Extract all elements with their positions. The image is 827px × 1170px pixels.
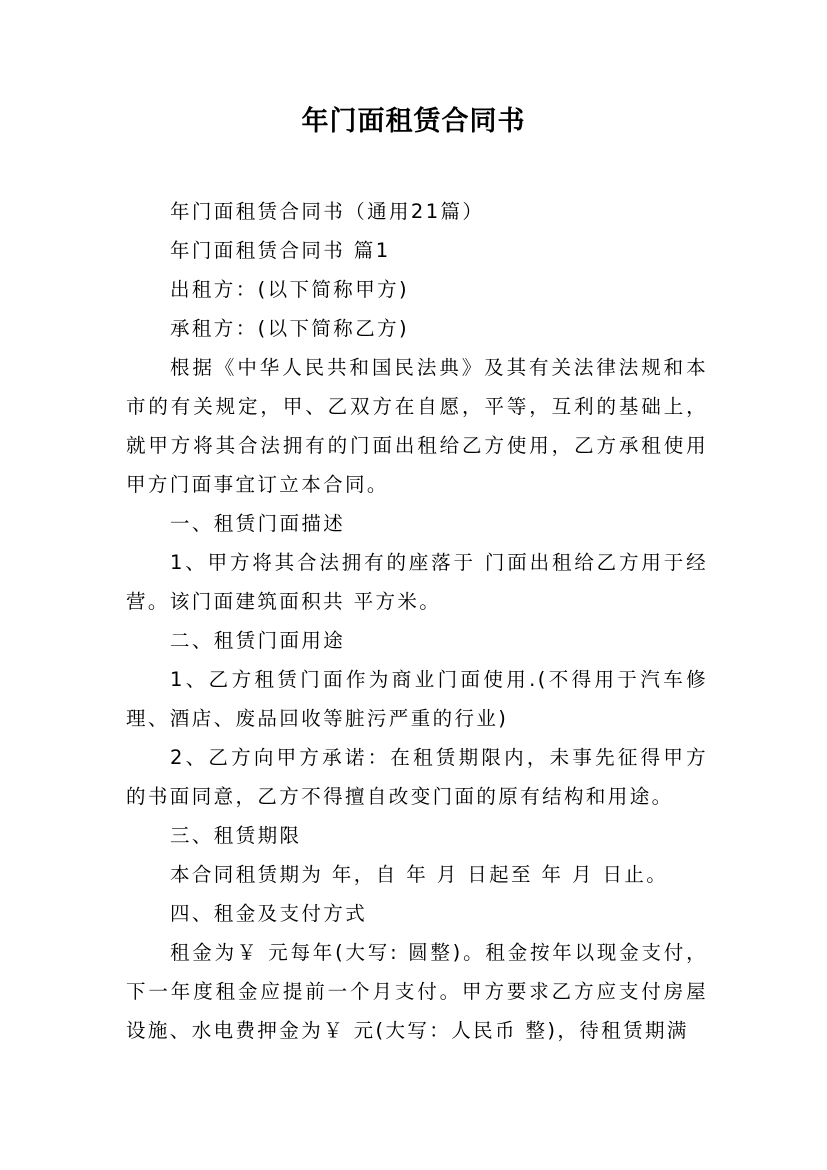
- paragraph-clause-1-1: 1、甲方将其合法拥有的座落于 门面出租给乙方用于经营。该门面建筑面积共 平方米。: [126, 551, 708, 613]
- section-heading-usage: 二、租赁门面用途: [170, 629, 346, 652]
- paragraph-clause-2-1: 1、乙方租赁门面作为商业门面使用.(不得用于汽车修理、酒店、废品回收等脏污严重的行业): [126, 668, 708, 730]
- section-heading-term: 三、租赁期限: [170, 824, 302, 847]
- document-body: [126, 192, 708, 1050]
- paragraph-term: 本合同租赁期为 年，自 年 月 日起至 年 月 日止。: [170, 863, 669, 886]
- section-heading-description: 一、租赁门面描述: [170, 512, 346, 535]
- paragraph-article-heading: 年门面租赁合同书 篇1: [170, 239, 391, 262]
- paragraph-lessee: 承租方：(以下简称乙方): [170, 317, 410, 340]
- section-heading-rent: 四、租金及支付方式: [170, 902, 368, 925]
- document-title: 年门面租赁合同书: [301, 106, 526, 137]
- paragraph-subtitle: 年门面租赁合同书（通用21篇）: [170, 200, 485, 223]
- paragraph-rent: 租金为￥ 元每年(大写: 圆整)。租金按年以现金支付，下一年度租金应提前一个月支付。甲方要求乙方应支付房屋设施、水电费押金为￥ 元(大写：人民币 整)，待租赁期满: [126, 941, 708, 1042]
- paragraph-lessor: 出租方：(以下简称甲方): [170, 278, 410, 301]
- paragraph-preamble: 根据《中华人民共和国民法典》及其有关法律法规和本市的有关规定，甲、乙双方在自愿，平等，互利的基础上，就甲方将其合法拥有的门面出租给乙方使用，乙方承租使用甲方门面事宜订立本合同。: [126, 356, 708, 496]
- paragraph-clause-2-2: 2、乙方向甲方承诺：在租赁期限内，未事先征得甲方的书面同意，乙方不得擅自改变门面的原有结构和用途。: [126, 746, 708, 808]
